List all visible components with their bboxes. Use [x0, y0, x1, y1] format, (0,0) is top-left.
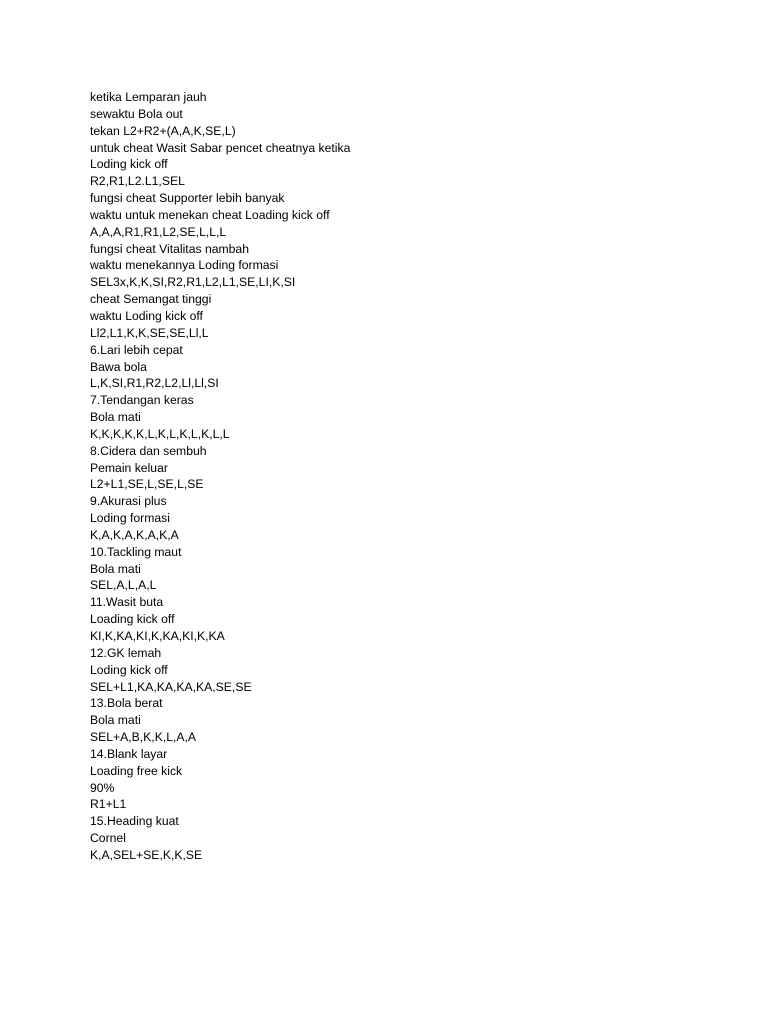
text-line: waktu untuk menekan cheat Loading kick off	[90, 207, 330, 222]
text-line: Bawa bola	[90, 359, 147, 374]
text-line: Ll2,L1,K,K,SE,SE,Ll,L	[90, 325, 209, 340]
text-line: Loding kick off	[90, 157, 168, 172]
text-line: waktu menekannya Loding formasi	[90, 258, 279, 273]
text-line: Loading free kick	[90, 763, 183, 778]
text-line: 8.Cidera dan sembuh	[90, 443, 207, 458]
text-line: L2+L1,SE,L,SE,L,SE	[90, 477, 204, 492]
text-line: K,K,K,K,K,L,K,L,K,L,K,L,L	[90, 426, 230, 441]
text-line: Cornel	[90, 831, 126, 846]
text-line: fungsi cheat Vitalitas nambah	[90, 241, 249, 256]
text-line: SEL+L1,KA,KA,KA,KA,SE,SE	[90, 679, 252, 694]
text-line: 15.Heading kuat	[90, 814, 179, 829]
text-line: 6.Lari lebih cepat	[90, 342, 183, 357]
text-line: 11.Wasit buta	[90, 595, 164, 610]
text-line: waktu Loding kick off	[90, 308, 203, 323]
text-line: A,A,A,R1,R1,L2,SE,L,L,L	[90, 224, 227, 239]
text-line: fungsi cheat Supporter lebih banyak	[90, 191, 285, 206]
text-line: SEL3x,K,K,SI,R2,R1,L2,L1,SE,LI,K,SI	[90, 275, 296, 290]
text-line: SEL+A,B,K,K,L,A,A	[90, 730, 197, 745]
text-line: Loding kick off	[90, 662, 168, 677]
document-body	[90, 89, 710, 864]
text-line: 7.Tendangan keras	[90, 393, 194, 408]
text-line: Bola mati	[90, 561, 141, 576]
text-line: 90%	[90, 780, 115, 795]
text-line: Loding formasi	[90, 511, 170, 526]
text-line: R1+L1	[90, 797, 127, 812]
text-line: 12.GK lemah	[90, 645, 162, 660]
text-line: untuk cheat Wasit Sabar pencet cheatnya ketika	[90, 140, 351, 155]
text-line: K,A,K,A,K,A,K,A	[90, 527, 179, 542]
text-line: 14.Blank layar	[90, 746, 168, 761]
text-line: sewaktu Bola out	[90, 106, 183, 121]
text-line: KI,K,KA,KI,K,KA,KI,K,KA	[90, 629, 225, 643]
text-line: Loading kick off	[90, 612, 175, 627]
text-line: Pemain keluar	[90, 460, 168, 475]
text-line: cheat Semangat tinggi	[90, 292, 212, 307]
text-line: ketika Lemparan jauh	[90, 90, 207, 104]
text-line: 9.Akurasi plus	[90, 494, 167, 509]
text-line: 13.Bola berat	[90, 696, 163, 711]
text-line: Bola mati	[90, 410, 141, 425]
text-line: tekan L2+R2+(A,A,K,SE,L)	[90, 123, 236, 138]
text-line: K,A,SEL+SE,K,K,SE	[90, 847, 203, 862]
text-line: Bola mati	[90, 713, 141, 728]
text-line: 10.Tackling maut	[90, 544, 182, 559]
text-line: L,K,SI,R1,R2,L2,Ll,Ll,SI	[90, 376, 219, 391]
text-line: SEL,A,L,A,L	[90, 578, 157, 593]
text-line: R2,R1,L2.L1,SEL	[90, 174, 185, 189]
